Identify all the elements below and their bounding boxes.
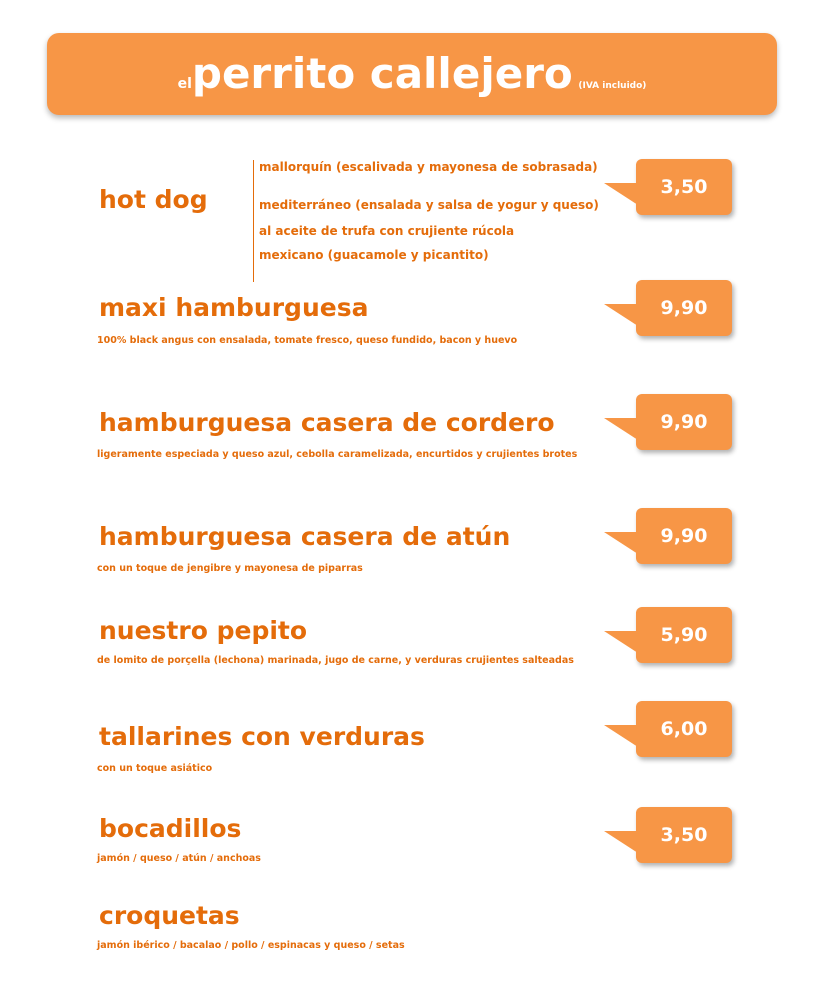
item-desc-hamburguesa-atun: con un toque de jengibre y mayonesa de piparras xyxy=(97,563,363,574)
item-desc-bocadillos: jamón / queso / atún / anchoas xyxy=(97,853,261,864)
item-desc-hamburguesa-cordero: ligeramente especiada y queso azul, cebolla caramelizada, encurtidos y crujientes brotes xyxy=(97,449,578,460)
item-name-hamburguesa-atun: hamburguesa casera de atún xyxy=(99,522,511,551)
variant-mallorquin: mallorquín (escalivada y mayonesa de sobrasada) xyxy=(259,160,598,174)
item-name-nuestro-pepito: nuestro pepito xyxy=(99,616,308,645)
price-tag-maxi-hamburguesa: 9,90 xyxy=(636,280,732,336)
item-name-hot-dog: hot dog xyxy=(99,185,208,214)
item-desc-croquetas: jamón ibérico / bacalao / pollo / espinacas y queso / setas xyxy=(97,940,405,951)
price-tag-tallarines: 6,00 xyxy=(636,701,732,757)
variant-bracket xyxy=(253,160,254,282)
item-name-croquetas: croquetas xyxy=(99,901,240,930)
title-prefix: el xyxy=(177,76,192,92)
item-name-bocadillos: bocadillos xyxy=(99,814,242,843)
item-desc-tallarines: con un toque asiático xyxy=(97,763,213,774)
price-tag-hamburguesa-atun: 9,90 xyxy=(636,508,732,564)
item-name-maxi-hamburguesa: maxi hamburguesa xyxy=(99,293,369,322)
price-tag-nuestro-pepito: 5,90 xyxy=(636,607,732,663)
tax-note: (IVA incluido) xyxy=(578,81,647,91)
price-tag-hamburguesa-cordero: 9,90 xyxy=(636,394,732,450)
item-desc-maxi-hamburguesa: 100% black angus con ensalada, tomate fresco, queso fundido, bacon y huevo xyxy=(97,335,518,346)
variant-mediterraneo: mediterráneo (ensalada y salsa de yogur y queso) xyxy=(259,198,599,212)
variant-trufa: al aceite de trufa con crujiente rúcola xyxy=(259,224,515,238)
menu-title-banner xyxy=(47,33,777,115)
item-name-hamburguesa-cordero: hamburguesa casera de cordero xyxy=(99,408,555,437)
price-tag-hot-dog: 3,50 xyxy=(636,159,732,215)
page-title: perrito callejero xyxy=(191,49,573,98)
variant-mexicano: mexicano (guacamole y picantito) xyxy=(259,248,489,262)
price-tag-bocadillos: 3,50 xyxy=(636,807,732,863)
item-name-tallarines: tallarines con verduras xyxy=(99,722,425,751)
item-desc-nuestro-pepito: de lomito de porçella (lechona) marinada, jugo de carne, y verduras crujientes salteadas xyxy=(97,655,574,666)
